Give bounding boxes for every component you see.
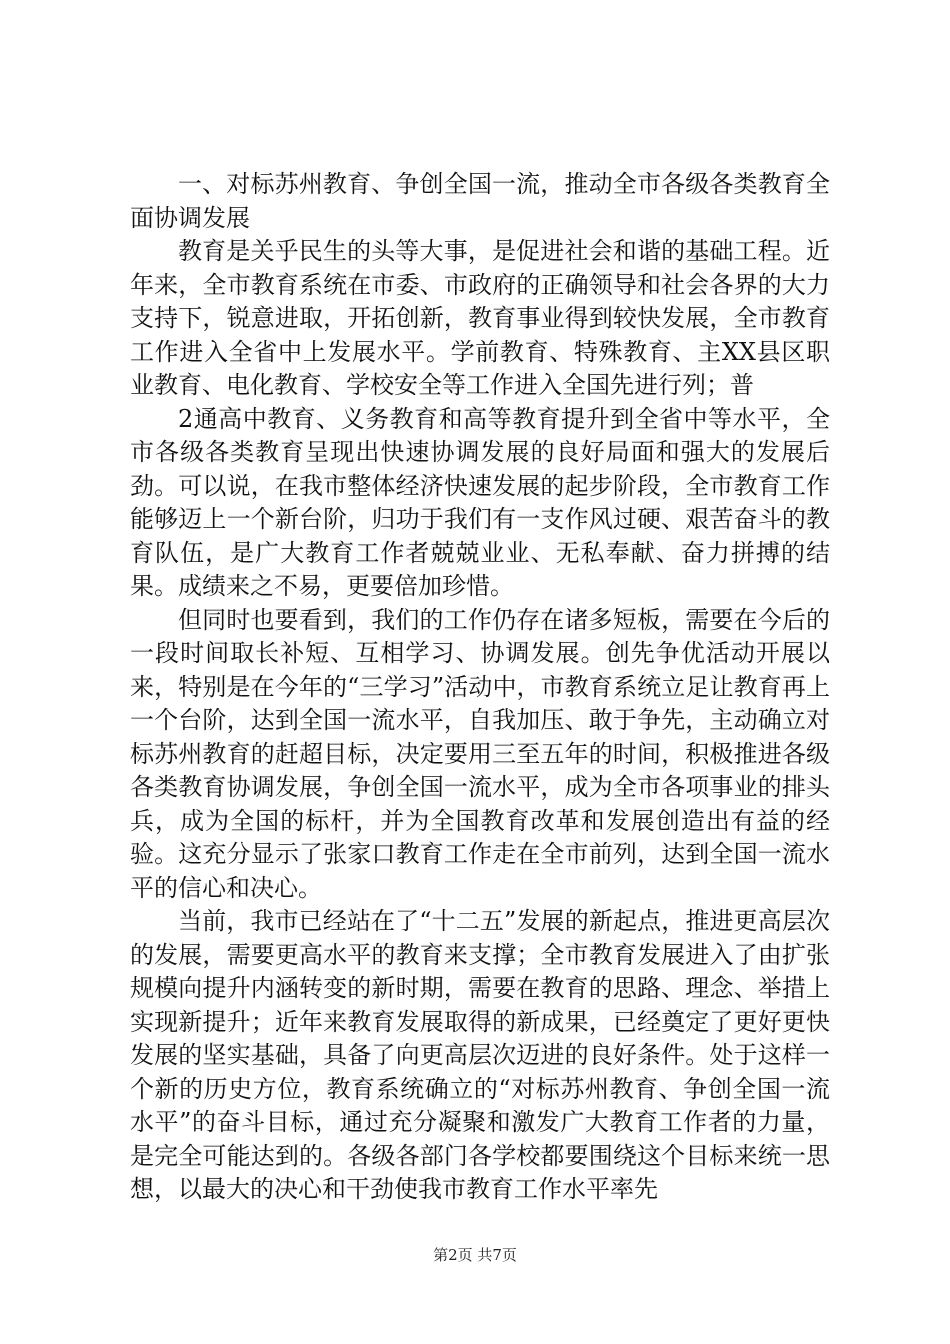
paragraph: 2通高中教育、义务教育和高等教育提升到全省中等水平，全市各级各类教育呈现出快速协调发展的良好局面和强大的发展后劲。可以说，在我市整体经济快速发展的起步阶段，全市教育工作能够迈上一个新台阶，归功于我们有一支作风过硬、艰苦奋斗的教育队伍，是广大教育工作者兢兢业业、无私奉献、奋力拼搏的结果。成绩来之不易，更要倍加珍惜。 — [130, 404, 830, 600]
document-body — [130, 168, 830, 1207]
paragraph: 教育是关乎民生的头等大事，是促进社会和谐的基础工程。近年来，全市教育系统在市委、市政府的正确领导和社会各界的大力支持下，锐意进取，开拓创新，教育事业得到较快发展，全市教育工作进入全省中上发展水平。学前教育、特殊教育、主XX县区职业教育、电化教育、学校安全等工作进入全国先进行列；普 — [130, 237, 830, 399]
paragraph: 但同时也要看到，我们的工作仍存在诸多短板，需要在今后的一段时间取长补短、互相学习、协调发展。创先争优活动开展以来，特别是在今年的“三学习”活动中，市教育系统立足让教育再上一个台阶，达到全国一流水平，自我加压、敢于争先，主动确立对标苏州教育的赶超目标，决定要用三至五年的时间，积极推进各级各类教育协调发展，争创全国一流水平，成为全市各项事业的排头兵，成为全国的标杆，并为全国教育改革和发展创造出有益的经验。这充分显示了张家口教育工作走在全市前列，达到全国一流水平的信心和决心。 — [130, 605, 830, 902]
page-number-footer: 第2页 共7页 — [433, 1246, 517, 1264]
section-heading: 一、对标苏州教育、争创全国一流，推动全市各级各类教育全面协调发展 — [130, 170, 830, 232]
paragraph: 当前，我市已经站在了“十二五”发展的新起点，推进更高层次的发展，需要更高水平的教育来支撑；全市教育发展进入了由扩张规模向提升内涵转变的新时期，需要在教育的思路、理念、举措上实现新提升；近年来教育发展取得的新成果，已经奠定了更好更快发展的坚实基础，具备了向更高层次迈进的良好条件。处于这样一个新的历史方位，教育系统确立的“对标苏州教育、争创全国一流水平”的奋斗目标，通过充分凝聚和激发广大教育工作者的力量，是完全可能达到的。各级各部门各学校都要围绕这个目标来统一思想，以最大的决心和干劲使我市教育工作水平率先 — [130, 907, 830, 1203]
